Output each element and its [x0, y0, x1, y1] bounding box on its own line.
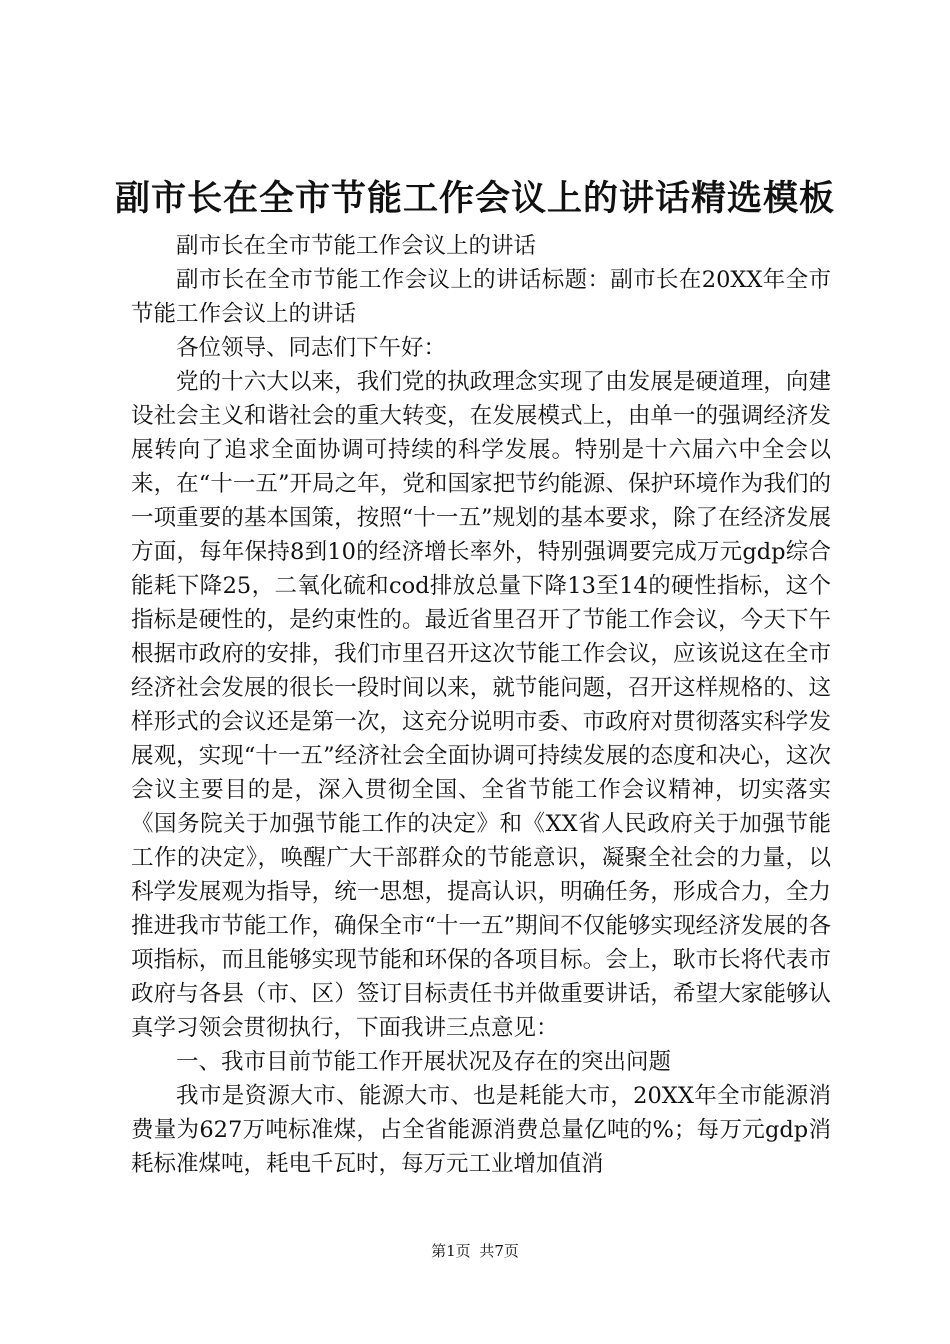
section-heading: 一、我市目前节能工作开展状况及存在的突出问题 [176, 1049, 672, 1075]
paragraph-greeting: 各位领导、同志们下午好： [176, 335, 447, 361]
document-title: 副市长在全市节能工作会议上的讲话精选模板 [114, 179, 835, 219]
page-total: 共7页 [479, 1242, 519, 1260]
paragraph-section-body: 我市是资源大市、能源大市、也是耗能大市，20XX年全市能源消费量为627万吨标准煤，占全省能源消费总量亿吨的%；每万元gdp消耗标准煤吨，耗电千瓦时，每万元工业增加值消 [131, 1083, 831, 1177]
paragraph-subtitle: 副市长在全市节能工作会议上的讲话 [176, 233, 537, 259]
page-number: 第1页 [431, 1242, 471, 1260]
paragraph-main: 党的十六大以来，我们党的执政理念实现了由发展是硬道理，向建设社会主义和谐社会的重大转变，在发展模式上，由单一的强调经济发展转向了追求全面协调可持续的科学发展。特别是十六届六中全会以来，在“十一五”开局之年，党和国家把节约能源、保护环境作为我们的一项重要的基本国策，按照“十一五”规划的基本要求，除了在经济发展方面，每年保持8到10的经济增长率外，特别强调要完成万元gdp综合能耗下降25，二氧化硫和cod排放总量下降13至14的硬性指标，这个指标是硬性的，是约束性的。最近省里召开了节能工作会议，今天下午根据市政府的安排，我们市里召开这次节能工作会议，应该说这在全市经济社会发展的很长一段时间以来，就节能问题，召开这样规格的、这样形式的会议还是第一次，这充分说明市委、市政府对贯彻落实科学发展观，实现“十一五”经济社会全面协调可持续发展的态度和决心，这次会议主要目的是，深入贯彻全国、全省节能工作会议精神，切实落实《国务院关于加强节能工作的决定》和《XX省人民政府关于加强节能工作的决定》，唤醒广大干部群众的节能意识，凝聚全社会的力量，以科学发展观为指导，统一思想，提高认识，明确任务，形成合力，全力推进我市节能工作，确保全市“十一五”期间不仅能够实现经济发展的各项指标，而且能够实现节能和环保的各项目标。会上，耿市长将代表市政府与各县（市、区）签订目标责任书并做重要讲话，希望大家能够认真学习领会贯彻执行，下面我讲三点意见： [131, 369, 831, 1041]
paragraph-heading-line: 副市长在全市节能工作会议上的讲话标题：副市长在20XX年全市节能工作会议上的讲话 [131, 267, 831, 327]
document-body [131, 229, 831, 1181]
page-footer [0, 1241, 950, 1261]
